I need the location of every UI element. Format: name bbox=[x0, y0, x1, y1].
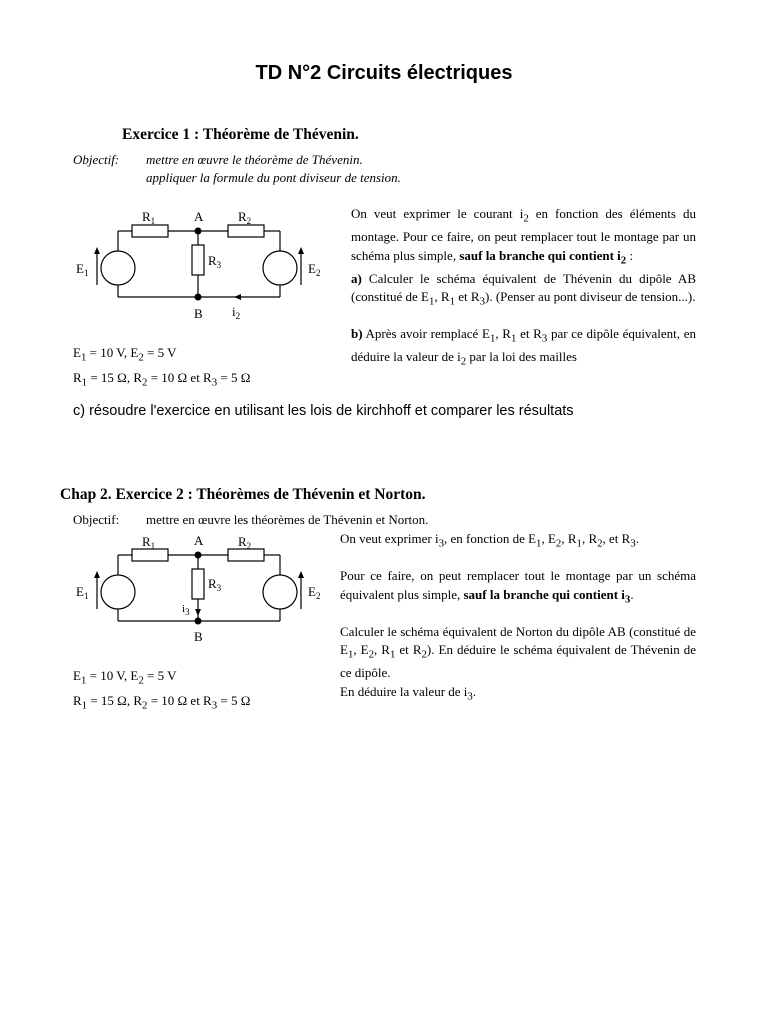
source-e2 bbox=[263, 575, 297, 609]
exercise-2-heading: Chap 2. Exercice 2 : Théorèmes de Thévenin et Norton. bbox=[60, 486, 426, 503]
values-line-2: $R_1 = 15$ Ω, $R_2 = 10$ Ω et $R_3 = 5$ Ω bbox=[73, 692, 251, 712]
exercise-2-values bbox=[73, 666, 250, 715]
exercise-2-statement: On veut exprimer $i_3$, en fonction de $E_1$, $E_2$, $R_1$, $R_2$, et $R_3$. Pour ce faire, on peut remplacer tout le montage par un schéma équivalent plus simple, sauf la branche qui contient $i_3$. Calculer le schéma équivalent de Norton du dipôle AB (constitué de $E_1$, $E_2$, $R_1$ et $R_2$). En déduire le schéma équivalent de Thévenin de ce dipôle. En déduire la valeur de $i_3$. bbox=[340, 531, 696, 703]
label-r2: $R_2$ bbox=[238, 209, 252, 226]
resistor-r2 bbox=[228, 225, 264, 237]
node-b bbox=[195, 294, 202, 301]
exercise-1-objective-line2: appliquer la formule du pont diviseur de tension. bbox=[146, 170, 401, 185]
current-arrow-i3 bbox=[195, 609, 201, 616]
label-i3: $i_3$ bbox=[182, 603, 190, 617]
exercise-1-part-c: c) résoudre l'exercice en utilisant les lois de kirchhoff et comparer les résultats bbox=[73, 403, 574, 419]
label-e1: $E_1$ bbox=[76, 584, 89, 601]
resistor-r1 bbox=[132, 225, 168, 237]
label-b: B bbox=[194, 306, 203, 321]
label-e2: $E_2$ bbox=[308, 261, 321, 278]
label-a: A bbox=[194, 533, 204, 548]
exercise-1-values bbox=[73, 343, 250, 392]
page-title: TD N°2 Circuits électriques bbox=[255, 62, 513, 84]
label-r3: $R_3$ bbox=[208, 253, 222, 270]
source-e1 bbox=[101, 575, 135, 609]
label-a: A bbox=[194, 209, 204, 224]
resistor-r3 bbox=[192, 569, 204, 599]
values-line-1: $E_1 = 10$ V, $E_2 = 5$ V bbox=[73, 668, 177, 687]
label-e2: $E_2$ bbox=[308, 584, 321, 601]
label-b: B bbox=[194, 629, 203, 644]
node-a bbox=[195, 228, 202, 235]
label-r3: $R_3$ bbox=[208, 576, 222, 593]
exercise-2-objective-label: Objectif: bbox=[73, 512, 120, 527]
label-e1: $E_1$ bbox=[76, 261, 89, 278]
label-r1: $R_1$ bbox=[142, 209, 156, 226]
exercise-1-statement: On veut exprimer le courant $i_2$ en fonction des éléments du montage. Pour ce faire, on peut remplacer tout le montage par un schéma plus simple, sauf la branche qui contient $i_2$ : a) Calculer le schéma équivalent de Thévenin du dipôle AB (constitué de $E_1$, $R_1$ et $R_3$). (Penser au pont diviseur de tension...). b) Après avoir remplacé $E_1$, $R_1$ et $R_3$ par ce dipôle équivalent, en déduire la valeur de $i_2$ par la loi des mailles bbox=[351, 206, 696, 368]
source-e2 bbox=[263, 251, 297, 285]
label-r1: $R_1$ bbox=[142, 534, 156, 551]
label-i2: $i_2$ bbox=[232, 304, 241, 321]
node-b bbox=[195, 618, 202, 625]
source-e1 bbox=[101, 251, 135, 285]
circuit-diagram-2 bbox=[70, 530, 340, 650]
node-a bbox=[195, 552, 202, 559]
exercise-2-objective-line1: mettre en œuvre les théorèmes de Thévenin et Norton. bbox=[146, 512, 429, 527]
circuit-diagram-1 bbox=[70, 205, 340, 325]
exercise-1-objective-label: Objectif: bbox=[73, 152, 120, 167]
resistor-r3 bbox=[192, 245, 204, 275]
current-arrow-i2 bbox=[234, 294, 241, 300]
label-r2: $R_2$ bbox=[238, 534, 252, 551]
exercise-1-objective-line1: mettre en œuvre le théorème de Thévenin. bbox=[146, 152, 363, 167]
exercise-1-heading: Exercice 1 : Théorème de Thévenin. bbox=[122, 126, 359, 143]
values-line-1: $E_1 = 10$ V, $E_2 = 5$ V bbox=[73, 345, 177, 364]
values-line-2: $R_1 = 15$ Ω, $R_2 = 10$ Ω et $R_3 = 5$ Ω bbox=[73, 369, 251, 389]
